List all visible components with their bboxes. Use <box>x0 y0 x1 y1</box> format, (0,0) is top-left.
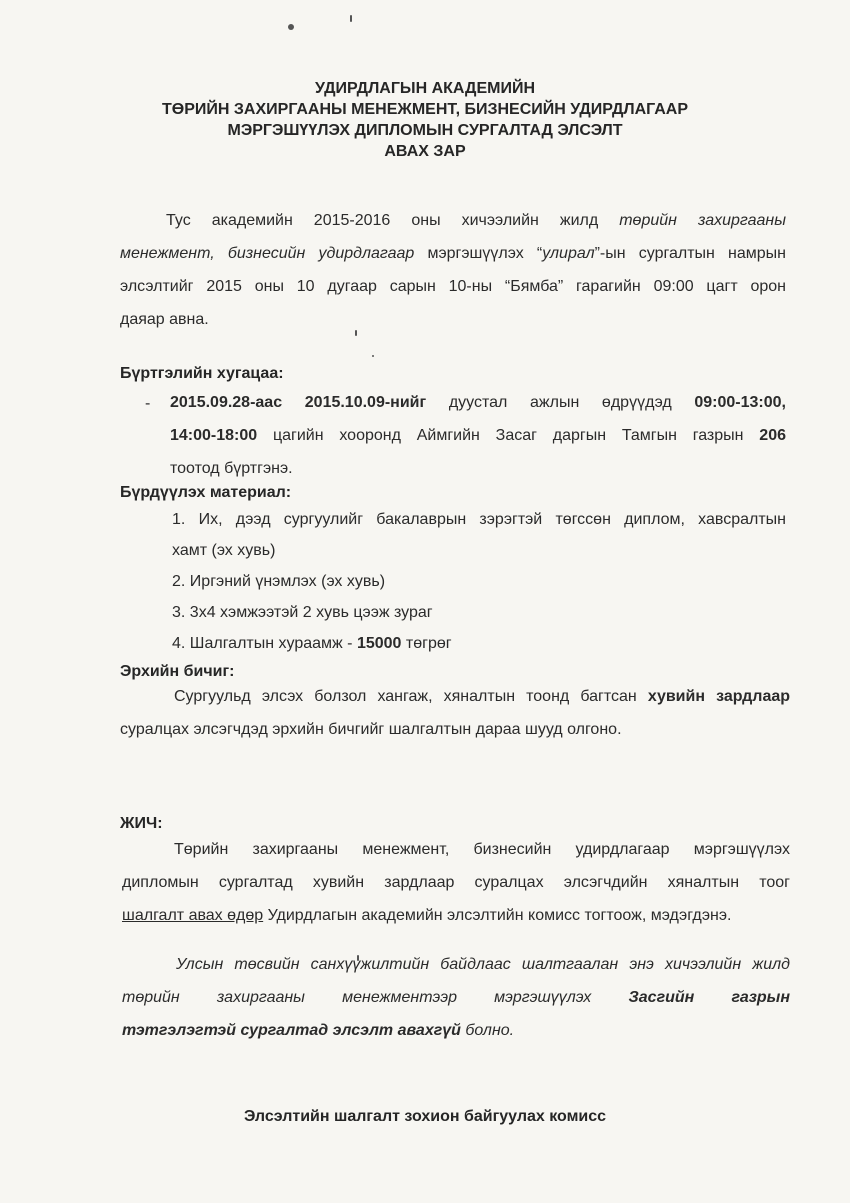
note-paragraph <box>122 833 790 932</box>
registration-line: 14:00-18:00 цагийн хооронд Аймгийн Засаг даргын Тамгын газрын 206 <box>170 427 786 444</box>
list-item: 3. 3х4 хэмжээтэй 2 хувь цээж зураг <box>172 604 433 621</box>
registration-line: тоотод бүртгэнэ. <box>170 460 293 477</box>
note-line: Төрийн захиргааны менежмент, бизнесийн удирдлагаар мэргэшүүлэх <box>174 841 790 858</box>
registration-paragraph <box>170 386 786 485</box>
scan-speck <box>372 355 374 357</box>
intro-line: даяар авна. <box>120 311 209 328</box>
title-line: МЭРГЭШҮҮЛЭХ ДИПЛОМЫН СУРГАЛТАД ЭЛСЭЛТ <box>227 122 623 139</box>
registration-line: 2015.09.28-аас 2015.10.09-нийг дуустал ажлын өдрүүдэд 09:00-13:00, <box>170 394 786 411</box>
list-item: 1. Их, дээд сургуулийг бакалаврын зэрэгтэй төгссөн диплом, хавсралтын <box>172 511 786 528</box>
note-line: дипломын сургалтад хувийн зардлаар суралцах элсэгчдийн хяналтын тоог <box>122 874 790 891</box>
permit-line: суралцах элсэгчдэд эрхийн бичгийг шалгалтын дараа шууд олгоно. <box>120 721 622 738</box>
permit-paragraph <box>120 680 790 746</box>
budget-line: Улсын төсвийн санхүүжилтийн байдлаас шалтгаалан энэ хичээлийн жилд <box>176 956 790 973</box>
registration-heading: Бүртгэлийн хугацаа: <box>120 365 284 382</box>
scan-speck <box>350 15 352 22</box>
title-line: АВАХ ЗАР <box>384 143 466 160</box>
note-heading: ЖИЧ: <box>120 815 163 832</box>
permit-line: Сургуульд элсэх болзол хангаж, хяналтын тоонд багтсан хувийн зардлаар <box>174 688 791 705</box>
intro-paragraph <box>120 204 786 336</box>
note-line: шалгалт авах өдөр Удирдлагын академийн элсэлтийн комисс тогтоож, мэдэгдэнэ. <box>122 907 732 924</box>
materials-heading: Бүрдүүлэх материал: <box>120 484 292 501</box>
permit-heading: Эрхийн бичиг: <box>120 663 235 680</box>
intro-line: Тус академийн 2015-2016 оны хичээлийн жилд төрийн захиргааны <box>166 212 786 229</box>
budget-line: төрийн захиргааны менежментээр мэргэшүүлэх Засгийн газрын <box>122 989 791 1006</box>
document-title <box>0 78 850 162</box>
list-item: хамт (эх хувь) <box>172 542 276 559</box>
title-line: УДИРДЛАГЫН АКАДЕМИЙН <box>314 80 536 97</box>
budget-line: тэтгэлэгтэй сургалтад элсэлт авахгүй болно. <box>122 1022 515 1039</box>
signature-line: Элсэлтийн шалгалт зохион байгуулах комисс <box>243 1108 607 1125</box>
scan-speck <box>288 24 294 30</box>
intro-line: элсэлтийг 2015 оны 10 дугаар сарын 10-ны “Бямба” гарагийн 09:00 цагт орон <box>120 278 786 295</box>
list-item: 4. Шалгалтын хураамж - 15000 төгрөг <box>172 635 452 652</box>
bullet-dash: - <box>145 395 151 412</box>
title-line: ТӨРИЙН ЗАХИРГААНЫ МЕНЕЖМЕНТ, БИЗНЕСИЙН УДИРДЛАГААР <box>162 101 688 118</box>
list-item: 2. Иргэний үнэмлэх (эх хувь) <box>172 573 386 590</box>
materials-list <box>172 504 786 659</box>
budget-paragraph <box>122 948 790 1047</box>
intro-line: менежмент, бизнесийн удирдлагаар мэргэшүүлэх “улирал”-ын сургалтын намрын <box>120 245 787 262</box>
